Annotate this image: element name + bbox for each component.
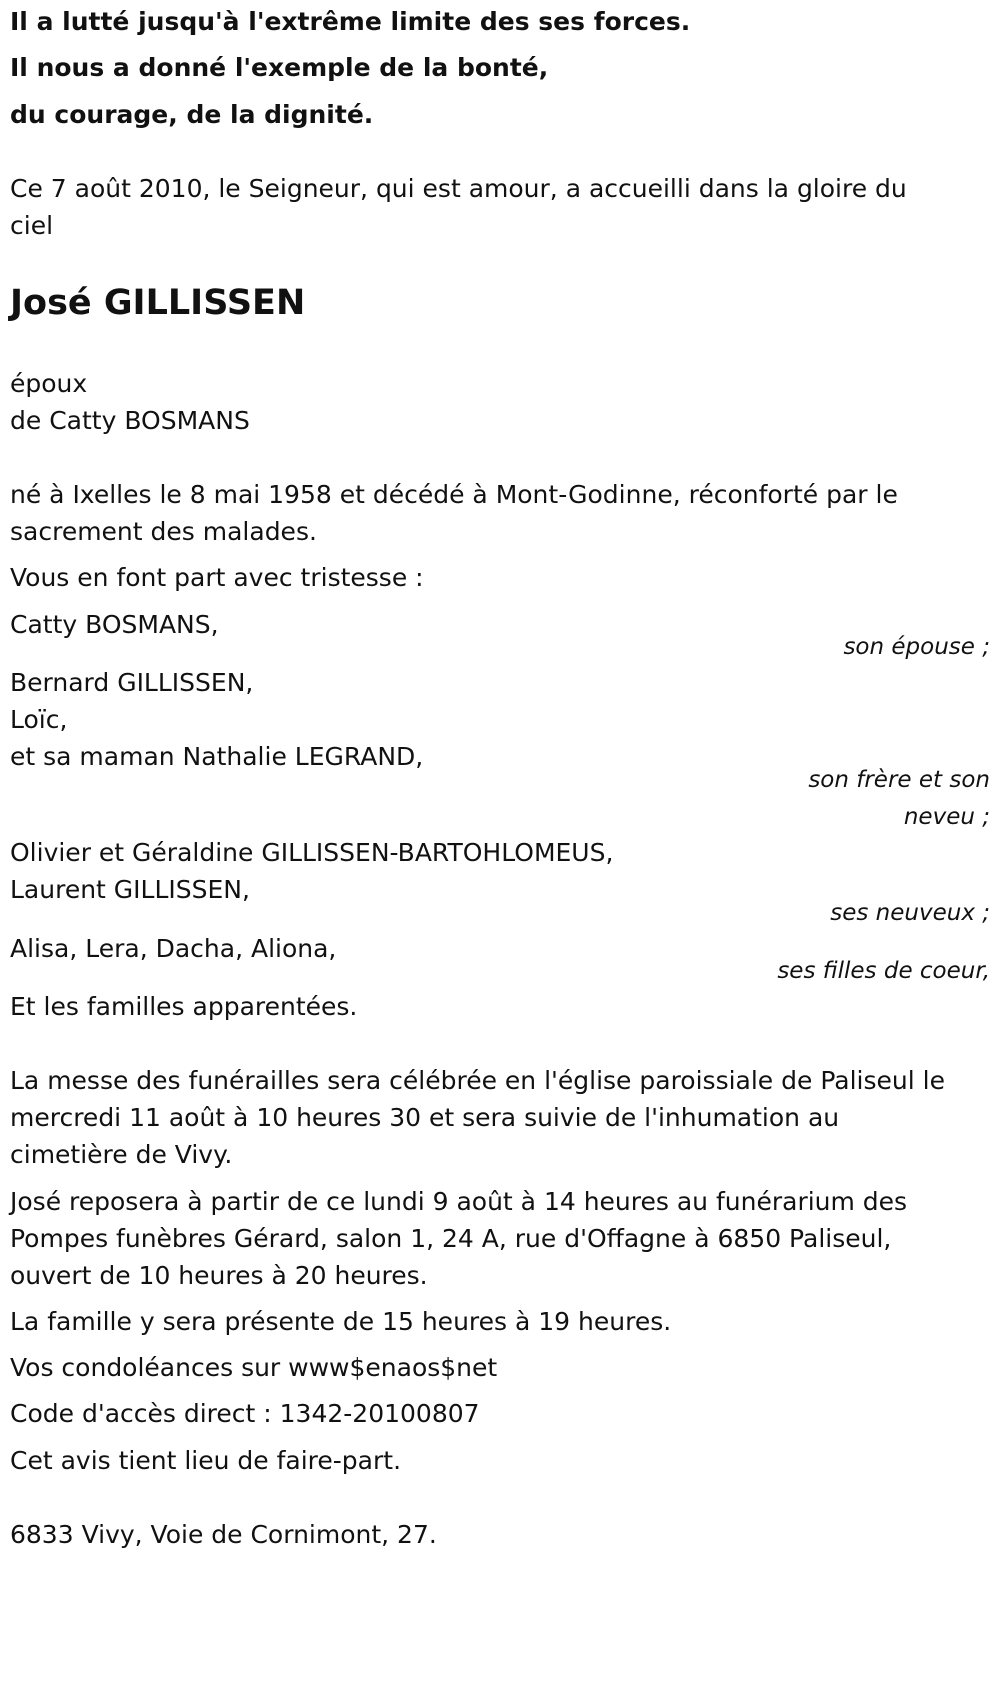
access-code-line: Code d'accès direct : 1342-20100807 [10, 1399, 480, 1428]
intro-line: Ce 7 août 2010, le Seigneur, qui est amour, a accueilli dans la gloire du [10, 174, 907, 203]
intro-line: ciel [10, 211, 54, 240]
address-line: 6833 Vivy, Voie de Cornimont, 27. [10, 1520, 437, 1549]
epigraph-line: Il nous a donné l'exemple de la bonté, [10, 53, 549, 82]
family-member: Olivier et Géraldine GILLISSEN-BARTOHLOMEUS, [10, 838, 614, 867]
presence-line: La famille y sera présente de 15 heures à 19 heures. [10, 1307, 672, 1336]
family-member: Bernard GILLISSEN, [10, 668, 254, 697]
condolences-line: Vos condoléances sur www$enaos$net [10, 1353, 498, 1382]
epigraph-line: du courage, de la dignité. [10, 100, 374, 129]
spouse-line: de Catty BOSMANS [10, 406, 250, 435]
rest-line: José reposera à partir de ce lundi 9 août à 14 heures au funérarium des [10, 1187, 908, 1216]
family-role: neveu ; [903, 804, 990, 830]
epigraph-line: Il a lutté jusqu'à l'extrême limite des ses forces. [10, 7, 691, 36]
family-member: Catty BOSMANS, [10, 610, 219, 639]
rest-line: Pompes funèbres Gérard, salon 1, 24 A, rue d'Offagne à 6850 Paliseul, [10, 1224, 892, 1253]
funeral-line: La messe des funérailles sera célébrée en l'église paroissiale de Paliseul le [10, 1066, 945, 1095]
families-line: Et les familles apparentées. [10, 992, 358, 1021]
family-member: et sa maman Nathalie LEGRAND, [10, 742, 424, 771]
rest-line: ouvert de 10 heures à 20 heures. [10, 1261, 428, 1290]
birth-line: né à Ixelles le 8 mai 1958 et décédé à Mont-Godinne, réconforté par le [10, 480, 898, 509]
birth-line: sacrement des malades. [10, 517, 317, 546]
funeral-line: mercredi 11 août à 10 heures 30 et sera suivie de l'inhumation au [10, 1103, 840, 1132]
family-member: Alisa, Lera, Dacha, Aliona, [10, 934, 337, 963]
spouse-line: époux [10, 369, 88, 398]
funeral-line: cimetière de Vivy. [10, 1140, 233, 1169]
family-role: son frère et son [808, 767, 990, 793]
family-role: son épouse ; [843, 634, 990, 660]
notice-line: Cet avis tient lieu de faire-part. [10, 1446, 402, 1475]
family-role: ses filles de coeur, [777, 958, 990, 984]
family-member: Laurent GILLISSEN, [10, 875, 250, 904]
deceased-name: José GILLISSEN [10, 283, 306, 323]
family-role: ses neuveux ; [830, 900, 990, 926]
announce-line: Vous en font part avec tristesse : [10, 563, 424, 592]
family-member: Loïc, [10, 705, 68, 734]
